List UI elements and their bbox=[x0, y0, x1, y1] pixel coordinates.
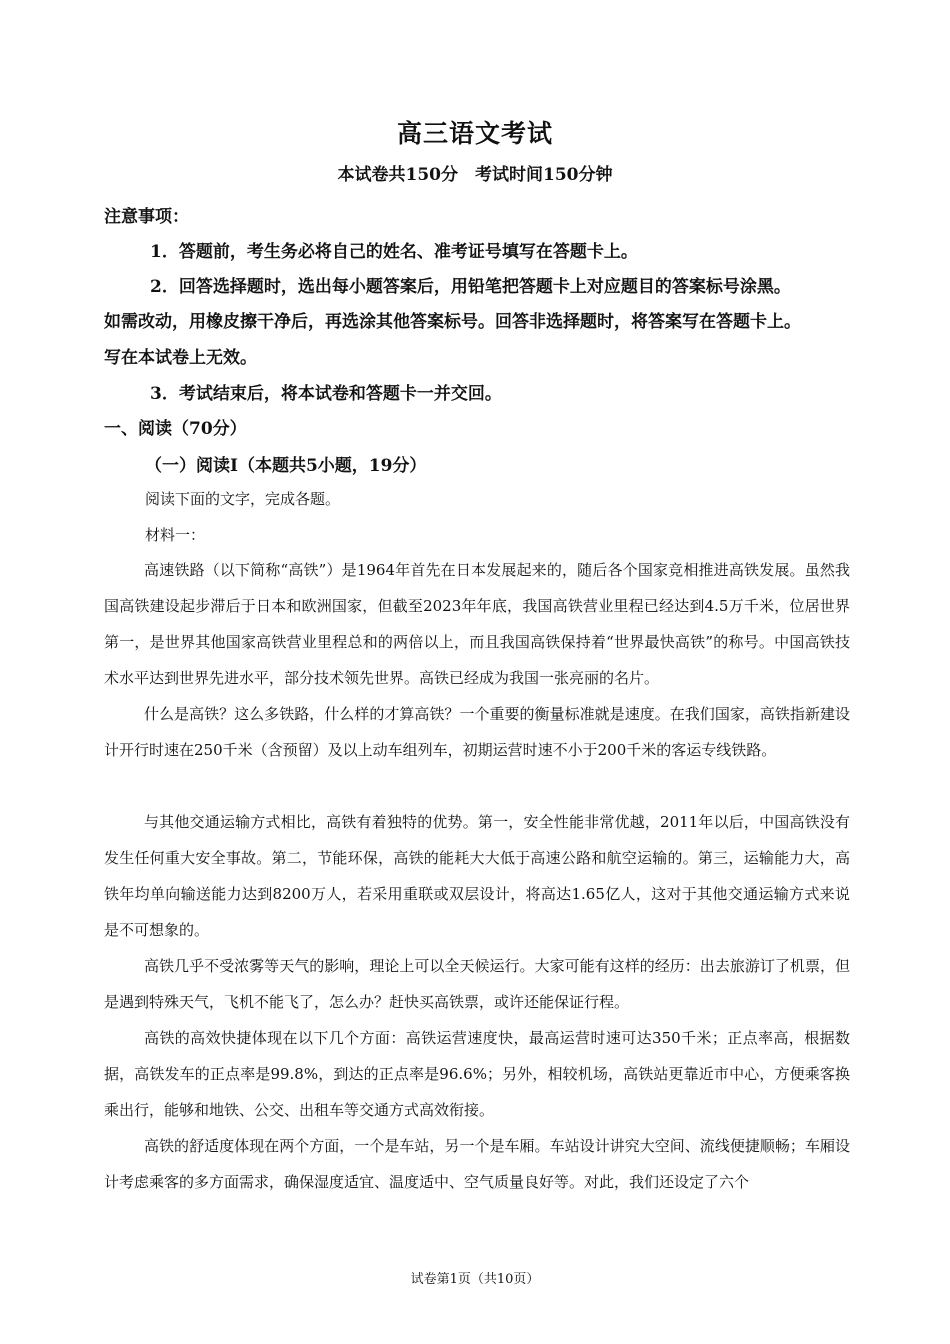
notes-item-2-line-3: 写在本试卷上无效。 bbox=[104, 348, 257, 368]
paragraph-4: 高铁几乎不受浓雾等天气的影响，理论上可以全天候运行。大家可能有这样的经历：出去旅游订了机票，但是遇到特殊天气，飞机不能飞了，怎么办？赶快买高铁票，或许还能保证行程。 bbox=[104, 957, 850, 1011]
exam-subtitle: 本试卷共150分 考试时间150分钟 bbox=[337, 165, 613, 185]
section-heading: 一、阅读（70分） bbox=[104, 419, 247, 439]
notes-item-2-line-1: 2．回答选择题时，选出每小题答案后，用铅笔把答题卡上对应题目的答案标号涂黑。 bbox=[150, 277, 791, 297]
notes-item-2-line-2: 如需改动，用橡皮擦干净后，再选涂其他答案标号。回答非选择题时，将答案写在答题卡上。 bbox=[104, 312, 801, 332]
paragraph-6: 高铁的舒适度体现在两个方面，一个是车站，另一个是车厢。车站设计讲究大空间、流线便捷顺畅；车厢设计考虑乘客的多方面需求，确保湿度适宜、温度适中、空气质量良好等。对此，我们还设定了六个 bbox=[104, 1137, 850, 1191]
paragraph-2: 什么是高铁？这么多铁路，什么样的才算高铁？一个重要的衡量标准就是速度。在我们国家，高铁指新建设计开行时速在250千米（含预留）及以上动车组列车，初期运营时速不小于200千米的客运专线铁路。 bbox=[104, 705, 850, 759]
paragraph-5: 高铁的高效快捷体现在以下几个方面：高铁运营速度快，最高运营时速可达350千米；正点率高，根据数据，高铁发车的正点率是99.8%，到达的正点率是96.6%；另外，相较机场，高铁站更靠近市中心，方便乘客换乘出行，能够和地铁、公交、出租车等交通方式高效衔接。 bbox=[104, 1029, 850, 1119]
paragraph-1: 高速铁路（以下简称“高铁”）是1964年首先在日本发展起来的，随后各个国家竞相推进高铁发展。虽然我国高铁建设起步滞后于日本和欧洲国家，但截至2023年年底，我国高铁营业里程已经达到4.5万千米，位居世界第一，是世界其他国家高铁营业里程总和的两倍以上，而且我国高铁保持着“世界最快高铁”的称号。中国高铁技术水平达到世界先进水平，部分技术领先世界。高铁已经成为我国一张亮丽的名片。 bbox=[104, 561, 850, 687]
page-footer: 试卷第1页（共10页） bbox=[410, 1272, 540, 1287]
paragraph-3: 与其他交通运输方式相比，高铁有着独特的优势。第一，安全性能非常优越，2011年以后，中国高铁没有发生任何重大安全事故。第二，节能环保，高铁的能耗大大低于高速公路和航空运输的。第三，运输能力大，高铁年均单向输送能力达到8200万人，若采用重联或双层设计，将高达1.65亿人，这对于其他交通运输方式来说是不可想象的。 bbox=[104, 813, 850, 939]
notes-heading: 注意事项： bbox=[104, 207, 189, 227]
notes-item-3: 3．考试结束后，将本试卷和答题卡一并交回。 bbox=[150, 384, 502, 404]
sub-section-heading: （一）阅读Ⅰ（本题共5小题，19分） bbox=[145, 456, 427, 476]
reading-instruction: 阅读下面的文字，完成各题。 bbox=[145, 490, 341, 508]
exam-title: 高三语文考试 bbox=[396, 119, 553, 148]
notes-item-1: 1．答题前，考生务必将自己的姓名、准考证号填写在答题卡上。 bbox=[150, 242, 638, 262]
material-label: 材料一： bbox=[145, 526, 206, 544]
